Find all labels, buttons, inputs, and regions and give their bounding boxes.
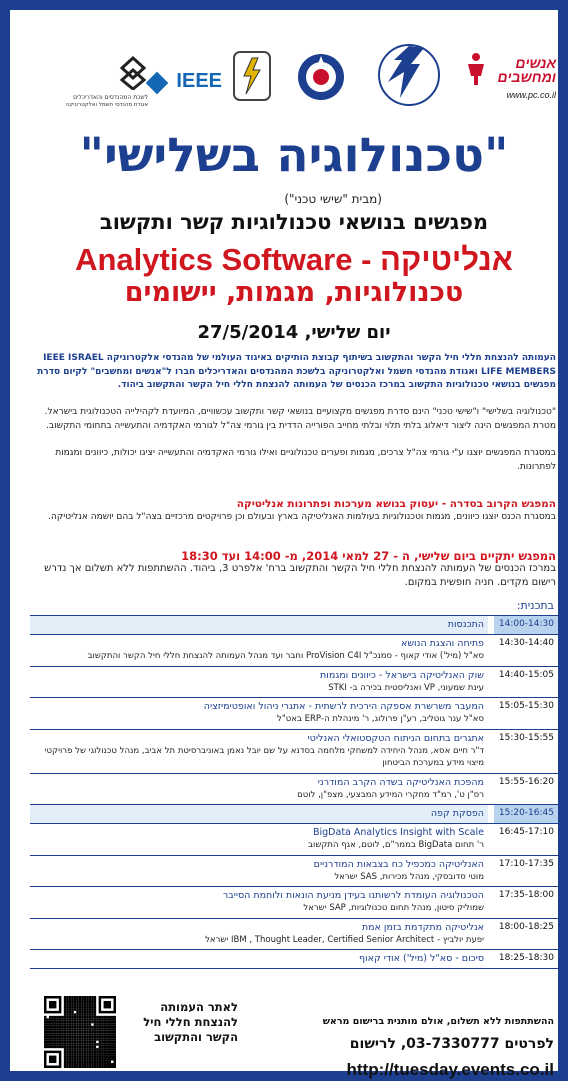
schedule-row [30, 950, 558, 969]
schedule-row [30, 616, 558, 635]
schedule-time: 18:25-18:30 [498, 953, 554, 963]
schedule-content [30, 887, 488, 918]
schedule-time: 14:40-15:05 [498, 669, 554, 680]
ieee-logo-text: IEEE [176, 70, 222, 92]
schedule-time: 15:30-15:55 [498, 732, 554, 743]
schedule-time: 17:10-17:35 [498, 858, 554, 869]
schedule-time: 14:30-14:40 [498, 638, 554, 648]
session-speaker: ד"ר חיים אסא, מנהל היחידה למשחקי מלחמה בסדנא על שם יובל נאמן באוניברסיטת תל אביב, מנהל טכנולוגי של פרויקטי מיצוי מידע במערכת הביטחון [44, 745, 484, 768]
session-title: BigData Analytics Insight with Scale [313, 827, 484, 838]
pc-logo [464, 48, 556, 106]
session-title: התכנסות [447, 619, 484, 630]
schedule-row [30, 856, 558, 888]
schedule-time: 18:00-18:25 [498, 921, 554, 932]
next-meeting-paragraph: במסגרת הכנס יוצגו כיוונים, מגמות וטכנולוגיות בעולמות האנליטיקה בארץ ובעולם וכן פרויקטים מרכזיים בצה"ל בהם יושמה אנליטיקה. [48, 512, 556, 522]
session-title: סיכום - סא"ל (מיל') אודי קאוף [358, 953, 484, 964]
schedule-time: 15:20-16:45 [494, 805, 558, 823]
schedule-content [30, 730, 488, 773]
intro-paragraph-2: במסגרת המפגשים יוצגו ע"י גורמי צה"ל צרכים, מגמות ופערים טכנולוגיים ואילו גורמי האקדמיה והתעשייה יציגו יכולות, כיוונים ומגמות לפתרונות. [55, 448, 556, 472]
schedule-row [30, 887, 558, 919]
schedule-row [30, 698, 558, 730]
program-label: בתכנית: [516, 599, 554, 612]
session-speaker: מוטי סדובסקי, מנהל מכירות, SAS ישראל [334, 871, 484, 882]
schedule-row [30, 667, 558, 699]
schedule-content [30, 667, 488, 698]
gear-badge-icon [232, 50, 272, 102]
schedule-time: 15:55-16:20 [498, 776, 554, 787]
corps-badge [232, 50, 272, 102]
lightning-emblem-icon [376, 42, 442, 108]
next-meeting-heading: המפגש הקרוב בסדרה - יעסוק בנושא מערכות ופתרונות אנליטיקה [236, 498, 556, 510]
topic-title-line2: טכנולוגיות, מגמות, יישומים [124, 277, 464, 308]
schedule-content [30, 919, 488, 950]
session-title: הפסקת קפה [430, 808, 484, 819]
logo-strip [20, 20, 568, 112]
round-badge-icon [280, 52, 362, 102]
intro-paragraph: "טכנולוגיה בשלישי" ו"שישי טכני" הינם סדרת מפגשים מקצועיים בנושאי קשר ותקשוב עכשוויים, המיועדת לקהילייה הטכנולוגית בישראל. מטרת המפגשים הינה ליצור דיאלוג בלתי תלוי ובלתי מחייב הפורייה הדדית בין גורמי צה"ל לגורמי האקדמיה והתעשייה בתחומי התקשוב. [44, 407, 556, 431]
schedule-time: 16:45-17:10 [498, 827, 554, 837]
schedule-content [30, 616, 488, 634]
pc-figure-icon [464, 52, 488, 86]
qr-caption: לאתר העמותה להנצחת חללי חיל הקשר והתקשוב [143, 1000, 238, 1044]
main-title: "טכנולוגיה בשלישי" [79, 128, 509, 183]
session-title: מהפכת האנליטיקה בשדה הקרב המודרני [317, 776, 484, 788]
schedule-content [30, 774, 488, 805]
session-speaker: יפעת יולביץ - IBM , Thought Leader, Certified Senior Architect ישראל [205, 934, 484, 945]
meeting-date-heading: המפגש יתקיים ביום שלישי, ה - 27 למאי 2014, מ- 14:00 ועד 18:30 [181, 549, 556, 563]
subtitle-small: (מבית "שישי טכני") [284, 192, 382, 206]
schedule-time: 17:35-18:00 [498, 890, 554, 900]
association-mark-icon [118, 56, 148, 90]
session-title: שוק האנליטיקה בישראל - כיוונים ומגמות [320, 669, 484, 681]
ieee-logo [149, 70, 222, 93]
session-title: אתגרים בתחום הניתוח הטקסטואלי האנליטי [307, 732, 484, 744]
signal-corps-emblem [376, 42, 442, 108]
session-speaker: רס"ן ט', רמ"ד מחקרי המידע המבצעי, מצפ"ן, לוטם [297, 789, 484, 800]
association-line1: לשכת המהנדסים והאדריכלים [73, 94, 148, 101]
session-title: הטכנולוגיה העומדת לרשותנו בעידן מניעת הונאות ולוחמת הסייבר [222, 890, 484, 901]
qr-code-image [44, 996, 116, 1068]
schedule-content [30, 698, 488, 729]
venue-paragraph: במרכז הכנסים של העמותה להנצחת חללי חיל הקשר והתקשוב ברח' אלפרט 3, ביהוד. ההשתתפות ללא תשלום אך נדרש רישום מקדים. חניה חופשית במקום. [44, 563, 556, 588]
poster [20, 20, 568, 1081]
schedule-content [30, 856, 488, 887]
schedule-time: 15:05-15:30 [498, 701, 554, 711]
session-speaker: שמוליק סיטון, מנהל תחום טכנולוגיות, SAP ישראל [303, 903, 484, 913]
schedule-row [30, 635, 558, 667]
schedule-time: 14:00-14:30 [494, 616, 558, 634]
footer-note: ההשתתפות ללא תשלום, אולם מותנית ברישום מראש [322, 1016, 554, 1027]
memorial-emblem [280, 52, 362, 102]
schedule-row [30, 730, 558, 774]
ieee-diamond-icon [146, 71, 169, 94]
session-title: האנליטיקה כמכפיל כח בצבאות המודרניים [313, 858, 484, 870]
association-line2: אגודת מהנדסי חשמל ואלקטרוניקה [65, 102, 148, 108]
session-title: אנליטיקה מתקדמת בזמן אמת [361, 921, 484, 933]
schedule-content [30, 635, 488, 666]
session-speaker: עינת שמעוני, VP ואנליסטית בכירה ב- STKI [328, 682, 484, 693]
partners-paragraph: העמותה להנצחת חללי חיל הקשר והתקשוב בשיתוף קבוצת הותיקים באיגוד העולמי של מהנדסי אלקטרוניקה IEEE ISRAEL LIFE MEMBERS ואגודת מהנדסי חשמל ואלקטרוניקה בלשכת המהנדסים והאדריכלים חברו ל"אנשים ומחשבים" לקיום סדרת מפגשים בנושאי טכנולוגיות התקשוב במרכז הכנסים של העמותה להנצחת חללי חיל הקשר והתקשוב ביהוד. [37, 353, 556, 390]
session-title: פתיחה והצגת הנושא [400, 638, 484, 649]
session-speaker: ר' תחום BigData בממר"ם, לוטם, אגף התקשוב [308, 840, 484, 850]
schedule-row [30, 919, 558, 951]
pc-logo-name: אנשים ומחשבים [497, 55, 556, 85]
session-title: המעבר משרשרת אספקה הירכית לרשתית - אתגרי ניהול ואופטימיזציה [203, 701, 484, 712]
footer-phone: לפרטים 03-7330777, לרישום [349, 1036, 554, 1052]
registration-link[interactable]: http://tuesday.events.co.il [346, 1060, 554, 1079]
schedule-row [30, 805, 558, 824]
schedule-row [30, 824, 558, 856]
session-speaker: סא"ל (מיל') אודי קאוף - סמנכ"ל ProVision C4I וחבר ועד מנהל העמותה להנצחת חללי חיל הקשר והתקשוב [87, 651, 484, 661]
schedule-row [30, 774, 558, 806]
schedule-content [30, 824, 488, 855]
session-speaker: סא"ל ענר גוטליב, רע"ן פרולוג, ר' מינהלת ה-ERP באט"ל [277, 714, 484, 724]
schedule-content [30, 950, 488, 968]
event-date: יום שלישי, 27/5/2014 [197, 322, 391, 343]
engineers-association-logo [38, 56, 148, 106]
subtitle: מפגשים בנושאי טכנולוגיות קשר ותקשוב [99, 210, 489, 234]
schedule-content [30, 805, 488, 823]
qr-code[interactable] [44, 996, 116, 1068]
schedule-table [30, 615, 558, 969]
topic-title-line1: אנליטיקה - Analytics Software [75, 242, 513, 277]
pc-logo-url: www.pc.co.il [506, 90, 556, 100]
